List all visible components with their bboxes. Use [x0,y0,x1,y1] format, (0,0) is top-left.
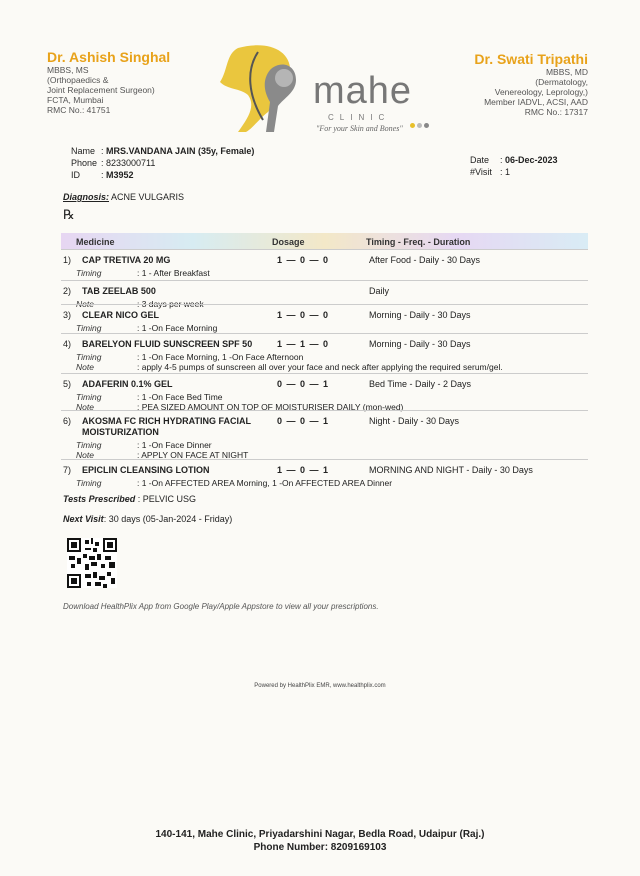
sub-label: Note [76,299,94,309]
qr-code-icon[interactable] [67,538,117,588]
next-visit-value: : 30 days (05-Jan-2024 - Friday) [103,514,233,524]
medicine-name: AKOSMA FC RICH HYDRATING FACIAL [82,416,251,426]
credential-line: (Orthopaedics & [47,75,109,85]
dosage: 1 — 0 — 0 [277,310,330,320]
row-number: 3) [63,310,72,320]
sub-label: Note [76,450,94,460]
visit-number: 1 [505,167,511,177]
timing-freq-duration: Morning - Daily - 30 Days [369,339,471,349]
doctor-right-block [474,51,588,117]
next-visit-label: Next Visit [63,514,104,524]
sub-label: Timing [76,352,102,362]
download-app-text: Download HealthPlix App from Google Play/Apple Appstore to view all your prescriptions. [63,602,379,611]
name-label: Name [71,146,96,156]
medicine-name: CLEAR NICO GEL [82,310,160,320]
sub-label: Timing [76,323,102,333]
footer-address: 140-141, Mahe Clinic, Priyadarshini Nagar, Bedla Road, Udaipur (Raj.) [155,829,485,840]
sub-value: : PEA SIZED AMOUNT ON TOP OF MOISTURISER DAILY (mon-wed) [137,402,404,412]
logo-dots [410,115,429,133]
row-number: 4) [63,339,72,349]
row-number: 7) [63,465,72,475]
timing-freq-duration: After Food - Daily - 30 Days [369,255,481,265]
dosage: 1 — 0 — 1 [277,465,330,475]
dosage: 0 — 0 — 1 [277,416,330,426]
doctor-left-name: Dr. Ashish Singhal [47,49,171,65]
clinic-sub: CLINIC [328,113,391,122]
sub-label: Note [76,402,94,412]
table-row [61,304,588,334]
sub-value: : 1 -On AFFECTED AREA Morning, 1 -On AFFECTED AREA Dinner [137,478,393,488]
doctor-right-name: Dr. Swati Tripathi [474,51,588,67]
credential-line: Member IADVL, ACSI, AAD [484,97,588,107]
sub-value: : apply 4-5 pumps of sunscreen all over your face and neck after applying the required serum/gel. [137,362,503,372]
diagnosis-value: ACNE VULGARIS [111,192,185,202]
patient-name: MRS.VANDANA JAIN (35y, Female) [106,146,255,156]
table-row [61,410,588,460]
timing-freq-duration: Bed Time - Daily - 2 Days [369,379,472,389]
row-number: 1) [63,255,72,265]
medicine-name: CAP TRETIVA 20 MG [82,255,171,265]
sub-value: : APPLY ON FACE AT NIGHT [137,450,249,460]
credential-line: RMC No.: 17317 [524,107,588,117]
medicine-name: BARELYON FLUID SUNSCREEN SPF 50 [82,339,253,349]
sub-label: Timing [76,478,102,488]
next-visit [63,514,232,524]
tests-label: Tests Prescribed [63,494,136,504]
table-row [61,280,588,309]
diagnosis [63,192,184,202]
visit-date: 06-Dec-2023 [505,155,558,165]
patient-info: Name : MRS.VANDANA JAIN (35y, Female) Phone : 8233000711 ID : M3952 [71,146,255,180]
row-number: 5) [63,379,72,389]
credential-line: Joint Replacement Surgeon) [47,85,155,95]
dosage: 0 — 0 — 1 [277,379,330,389]
credential-line: (Dermatology, [535,77,588,87]
table-row [61,249,588,281]
header-medicine: Medicine [76,237,115,247]
credential-line: Venereology, Leprology,) [494,87,588,97]
timing-freq-duration: Night - Daily - 30 Days [369,416,460,426]
visit-label: #Visit [470,167,492,177]
table-row [61,459,588,488]
powered-by[interactable]: Powered by HealthPlix EMR, www.healthplix.com [254,683,386,689]
header-dosage: Dosage [272,237,305,247]
medicine-name-cont: MOISTURIZATION [82,427,159,437]
clinic-logo [198,40,448,135]
sub-value: : 1 -On Face Morning [137,323,218,333]
sub-label: Timing [76,392,102,402]
clinic-name: mahe [313,70,413,112]
medicine-name: EPICLIN CLEANSING LOTION [82,465,210,475]
sub-value: : 3 days per week [137,299,204,309]
table-row [61,333,588,374]
timing-freq-duration: Morning - Daily - 30 Days [369,310,471,320]
footer-phone: Phone Number: 8209169103 [253,842,387,853]
medicine-name: TAB ZEELAB 500 [82,286,156,296]
credential-line: RMC No.: 41751 [47,105,111,115]
sub-label: Timing [76,268,102,278]
dosage: 1 — 1 — 0 [277,339,330,349]
doctor-left-credentials [47,65,170,115]
dosage: 1 — 0 — 0 [277,255,330,265]
patient-id: M3952 [106,170,134,180]
header-timing: Timing - Freq. - Duration [366,237,471,247]
sub-value: : 1 -On Face Morning, 1 -On Face Afternoon [137,352,304,362]
rx-icon: ℞ [63,208,75,223]
sub-label: Note [76,362,94,372]
tests-value: : PELVIC USG [135,494,197,504]
credential-line: MBBS, MD [545,67,588,77]
sub-label: Timing [76,440,102,450]
date-label: Date [470,155,490,165]
timing-freq-duration: MORNING AND NIGHT - Daily - 30 Days [369,465,533,475]
clinic-tagline: "For your Skin and Bones" [316,124,403,133]
row-number: 6) [63,416,72,426]
phone-label: Phone [71,158,98,168]
credential-line: MBBS, MS [47,65,89,75]
sub-value: : 1 -On Face Dinner [137,440,212,450]
diagnosis-label: Diagnosis: [63,192,110,202]
id-label: ID [71,170,80,180]
tests-prescribed [63,494,196,504]
doctor-left-block [47,49,170,115]
row-number: 2) [63,286,72,296]
patient-phone: 8233000711 [106,158,156,168]
timing-freq-duration: Daily [369,286,390,296]
visit-info: Date : 06-Dec-2023 #Visit : 1 [470,155,558,177]
doctor-right-credentials [474,67,588,117]
sub-value: : 1 - After Breakfast [137,268,210,278]
table-row [61,373,588,411]
credential-line: FCTA, Mumbai [47,95,104,105]
table-header [61,233,588,250]
medicine-name: ADAFERIN 0.1% GEL [82,379,173,389]
sub-value: : 1 -On Face Bed Time [137,392,223,402]
